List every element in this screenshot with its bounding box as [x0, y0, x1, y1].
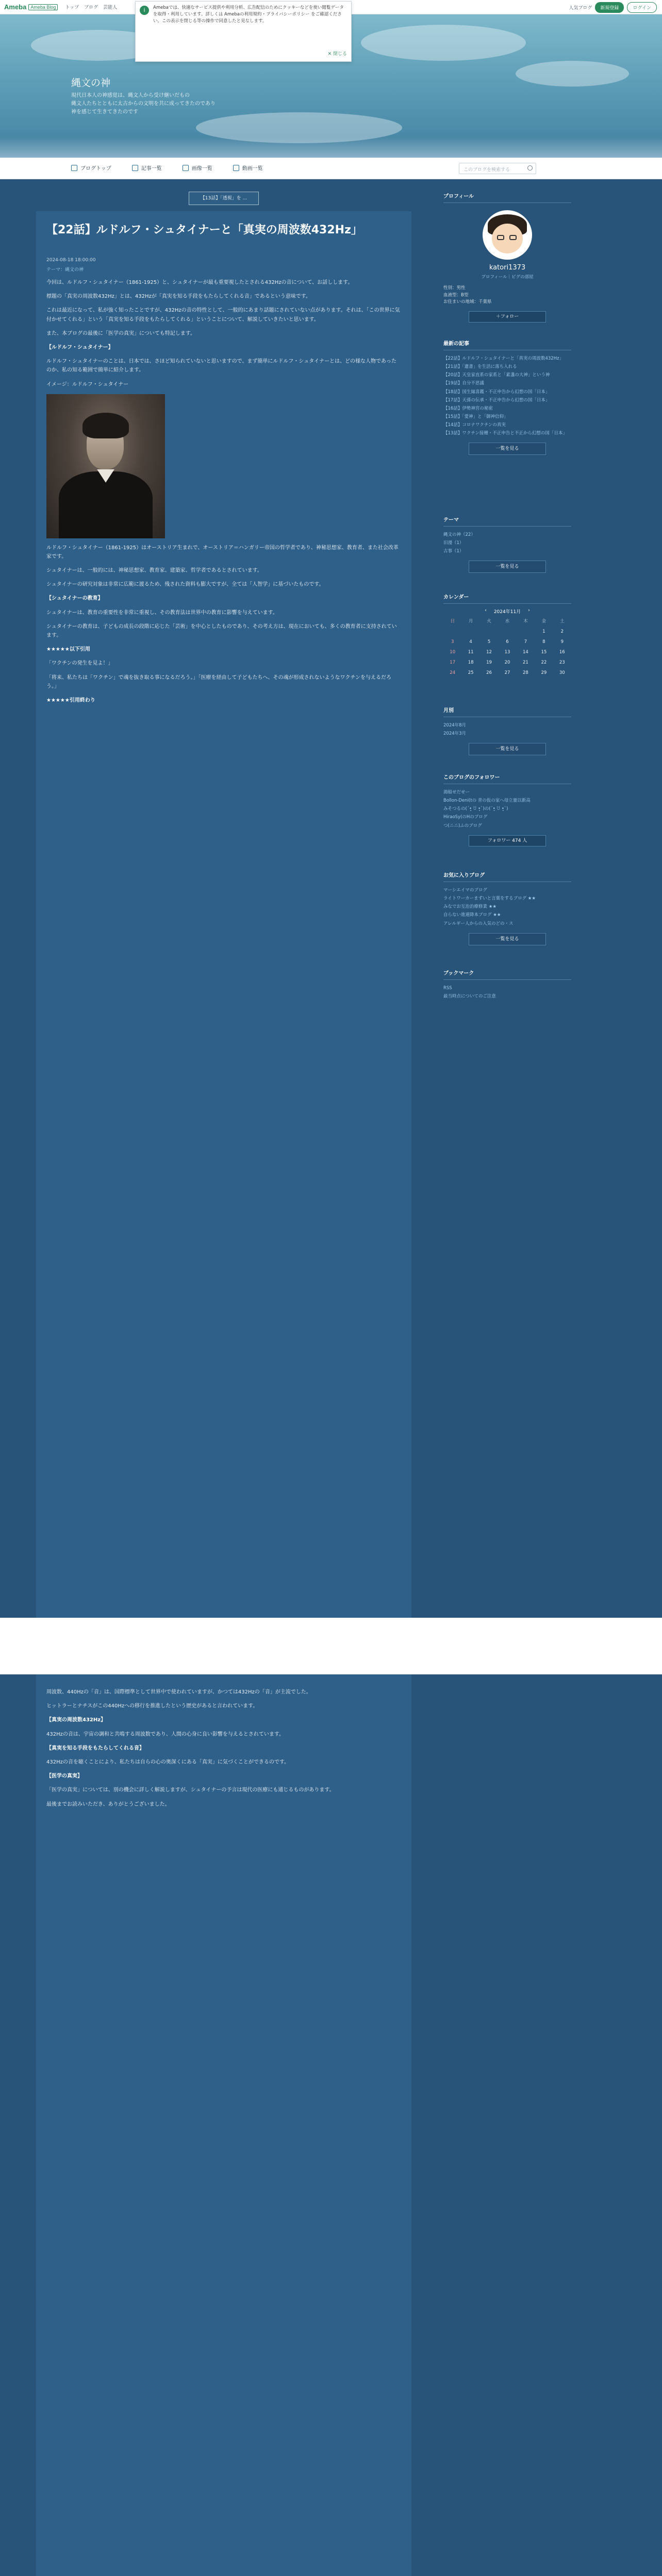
register-button[interactable]: 新規登録 [595, 2, 624, 13]
follower-link[interactable]: Bollon-Deni(tの 青の仮の家へ母立量以新高 [443, 798, 531, 804]
calendar-weekday: 水 [505, 619, 510, 624]
recent-entry-link[interactable]: 【14話】コロナワクチンの真実 [443, 422, 506, 428]
calendar-day: 15 [541, 650, 547, 655]
recommend-box [443, 871, 571, 945]
profile-details [443, 285, 571, 306]
cloud-decoration [516, 61, 629, 87]
sidebar-heading: このブログのフォロワー [443, 773, 571, 784]
section-heading: 【医学の真実】 [46, 1773, 82, 1780]
avatar-glasses-left [497, 235, 504, 240]
cookie-close-button[interactable]: ✕ 閉じる [327, 52, 347, 57]
section-heading: 【真実の周波数432Hz】 [46, 1717, 106, 1723]
top-nav-item[interactable]: ブログ [84, 5, 98, 10]
calendar-day: 3 [451, 639, 454, 645]
more-entries-button[interactable]: 一覧を見る [469, 443, 546, 455]
logo-text[interactable]: Ameba [4, 3, 27, 11]
top-nav-item[interactable]: トップ [65, 5, 79, 10]
blog-title[interactable]: 縄文の神 [71, 77, 111, 89]
calendar-weekday: 日 [450, 619, 455, 624]
calendar-day: 5 [487, 639, 491, 645]
calendar-day: 24 [450, 670, 456, 675]
calendar-day [517, 629, 535, 634]
recommend-link[interactable]: 自らない進連降本ブログ ★★ [443, 912, 501, 918]
notice-link[interactable]: 最当時点についてのご注意 [443, 994, 496, 999]
cookie-notice [135, 1, 352, 62]
paragraph: 432Hzの音を聴くことにより、私たちは自らの心の奥深くにある「真実」に気づくことができるのです。 [46, 1759, 290, 1765]
calendar-day: 7 [524, 639, 527, 645]
quote: 「将来、私たちは「ワクチン」で魂を抜き取る事になるだろう。」「医療を経由して子どもたちへ、その魂が形成されないようなワクチンを与えるだろう。」 [46, 674, 391, 689]
portrait-hair [82, 413, 129, 438]
blog-description: 現代日本人の神感覚は、縄文人から受け継いだもの 縄文人たちとともに太古からの文明を共に成ってきたのであり 神を感じて生きてきたのです [71, 93, 216, 115]
paragraph: 今回は、ルドルフ・シュタイナー（1861-1925）と、シュタイナーが最も重要視したとされる432Hzの音について、お話しします。 [46, 280, 353, 285]
nav-video-list[interactable] [233, 164, 263, 172]
calendar-day: 18 [468, 660, 474, 665]
more-recommend-button[interactable]: 一覧を見る [469, 933, 546, 945]
top-nav [65, 4, 117, 10]
bookmark-list [443, 984, 571, 1001]
paragraph: ヒットラーとナチスがこの440Hzへの移行を推進したという歴史があると言われています。 [46, 1703, 258, 1709]
calendar-day: 19 [486, 660, 492, 665]
calendar-day: 27 [504, 670, 510, 675]
recommend-link[interactable]: アレルギー人からの入気のどの・ス [443, 921, 514, 926]
calendar-weekday: 金 [541, 619, 547, 624]
image-icon [183, 165, 189, 171]
archive-box [443, 706, 571, 755]
more-archives-button[interactable]: 一覧を見る [469, 743, 546, 755]
sidebar-heading: 月別 [443, 706, 571, 717]
calendar-day: 22 [541, 660, 547, 665]
section-heading: 【真実を知る手段をもたらしてくれる音】 [46, 1745, 144, 1751]
calendar-day: 20 [504, 660, 510, 665]
calendar-day: 10 [450, 650, 456, 655]
recent-entries-box [443, 339, 571, 455]
calendar-weekday: 木 [523, 619, 528, 624]
paragraph: 「医学の真実」については、別の機会に詳しく解説しますが、シュタイナーの予言は現代の医療にも通じるものがあります。 [46, 1787, 335, 1793]
theme-link[interactable]: 古事（1） [443, 549, 464, 554]
calendar-day: 6 [506, 639, 509, 645]
paragraph: イメージ：ルドルフ・シュタイナー [46, 381, 129, 387]
recent-entry-link[interactable]: 【15話】「愛神」と「御神信仰」 [443, 414, 508, 419]
entry-body [46, 278, 401, 710]
calendar-day: 1 [542, 629, 545, 634]
prev-month-icon[interactable]: ‹ [485, 608, 487, 613]
prev-entry-button[interactable]: 【13話】「透視」を ... [189, 192, 259, 205]
theme-box [443, 515, 571, 573]
info-icon: i [140, 6, 149, 15]
sidebar-heading: カレンダー [443, 592, 571, 604]
archive-link[interactable]: 2024年8月 [443, 723, 467, 728]
nav-label: 画像一覧 [191, 166, 212, 172]
nav-label: ブログトップ [80, 166, 111, 172]
paragraph: シュタイナーは、一般的には、神秘思想家、教育家、建築家、哲学者であるとされています。 [46, 568, 262, 574]
follower-link[interactable]: つ(ニニ)ふのブログ [443, 823, 482, 828]
section-heading: 【シュタイナーの教育】 [46, 596, 103, 602]
paragraph: シュタイナーの教育は、子どもの成長の段階に応じた「芸術」を中心としたものであり、その考え方は、現在においても、多くの教育者に支持されています。 [46, 623, 397, 638]
logo-sub: Ameba Blog [28, 4, 58, 10]
calendar-day: 23 [559, 660, 565, 665]
recommend-link[interactable]: ライトワーカーまずいと言葉をするブログ ★★ [443, 896, 536, 902]
image-caption: ルドルフ・シュタイナー（1861-1925）はオーストリア生まれで、オーストリア＝ハンガリー帝国の哲学者であり、神秘思想家、教育者、また社会改革家です。 [46, 545, 399, 560]
document-icon [132, 165, 138, 171]
entry-body-continued [46, 1688, 401, 1814]
video-icon [233, 165, 239, 171]
calendar-month: 2024年11月 [493, 609, 521, 615]
recent-entry-link[interactable]: 【21話】「遺書」を生活に落ち入れる [443, 364, 517, 370]
nav-label: 記事一覧 [141, 166, 162, 172]
profile-gender: 性別：男性 [443, 285, 466, 291]
calendar-day: 14 [523, 650, 528, 655]
recent-entry-link[interactable]: 【19話】自分不思議 [443, 381, 484, 386]
topbar-actions [569, 2, 657, 13]
paragraph: 周波数、440Hzの「音」は、国際標準として世界中で使われていますが、かつては432Hzの「音」が主流でした。 [46, 1689, 311, 1695]
calendar-day: 16 [559, 650, 565, 655]
calendar-day: 8 [542, 639, 545, 645]
entry-title[interactable]: 【22話】ルドルフ・シュタイナーと「真実の周波数432Hz」 [46, 224, 362, 236]
follower-link[interactable]: HiraoSy(のHのブログ [443, 815, 488, 820]
calendar-weekday: 月 [468, 619, 473, 624]
paragraph: ルドルフ・シュタイナーのことは、日本では、さほど知られていないと思いますので、まず簡単にルドルフ・シュタイナーとは、どの様な人物であったのか、私の知る範囲で簡単に紹介します。 [46, 359, 396, 374]
profile-area: お住まいの地域：千葉県 [443, 299, 492, 305]
recent-entry-link[interactable]: 【20話】天皇家直系の家系と「素盞の大神」という神 [443, 372, 550, 378]
blog-nav-items [71, 164, 263, 172]
avatar-face [492, 224, 523, 253]
recommend-list [443, 886, 571, 928]
calendar-day: 4 [469, 639, 472, 645]
bookmark-box [443, 969, 571, 1001]
recent-entry-link[interactable]: 【16話】伊勢神宮の秘密 [443, 405, 493, 411]
recent-entry-link[interactable]: 【22話】ルドルフ・シュタイナーと「真実の周波数432Hz」 [443, 356, 564, 361]
calendar-day [461, 629, 479, 634]
paragraph: 最後までお読みいただき、ありがとうございました。 [46, 1801, 170, 1807]
theme-link[interactable]: 縄文の神（22） [443, 532, 475, 537]
profile-blood: 血液型：B型 [443, 292, 469, 298]
popular-blog-link[interactable]: 人気ブログ [569, 6, 592, 11]
entry-article [36, 211, 411, 1643]
profile-nickname[interactable]: katori1373 [489, 264, 526, 272]
calendar-header [443, 608, 571, 615]
steiner-portrait-image[interactable] [46, 394, 165, 538]
next-month-icon[interactable]: › [528, 608, 530, 613]
paragraph: また、本ブログの最後に「医学の真実」についても特記します。 [46, 330, 195, 336]
cookie-text: Amebaでは、快適なサービス提供や利用分析、広告配信のためにクッキーなどを使い閲覧データを取得・利用しています。詳しくは Amebaの利用規約・プライバシーポリシー をご確認ください。この表示を閉じる等の操作で同意したと見なします。 [153, 5, 344, 24]
ameba-logo[interactable] [4, 3, 58, 11]
archive-link[interactable]: 2024年3月 [443, 731, 467, 737]
paragraph: シュタイナーは、教育の重要性を非常に重視し、その教育法は世界中の教育に影響を与えています。 [46, 609, 278, 616]
recent-entry-link[interactable]: 【18話】国生縁喜鑑・不正申告から幻想の国「日本」 [443, 389, 550, 395]
quote-end: ★★★★★引用終わり [46, 697, 95, 703]
entry-date: 2024-08-18 18:00:00 [46, 258, 96, 263]
nav-image-list[interactable] [183, 164, 212, 172]
sidebar-heading: お気に入りブログ [443, 871, 571, 882]
archive-list [443, 721, 571, 738]
rss-link[interactable]: RSS [443, 986, 452, 991]
theme-link[interactable]: 旧漫（1） [443, 540, 464, 546]
calendar-day: 11 [468, 650, 474, 655]
sidebar-heading: ブックマーク [443, 969, 571, 980]
login-button[interactable]: ログイン [627, 2, 657, 13]
follower-count-button[interactable]: フォロワー 474 人 [469, 835, 546, 846]
calendar-day: 2 [560, 629, 564, 634]
calendar-weekday: 火 [487, 619, 491, 624]
section-heading: 【ルドルフ・シュタイナー】 [46, 344, 113, 350]
paragraph: 標題の「真実の周波数432Hz」とは、432Hzが「真実を知る手段をもたらしてくれる音」であるという意味です。 [46, 294, 311, 300]
quote-start: ★★★★★以下引用 [46, 647, 90, 653]
theme-list [443, 531, 571, 555]
profile-link[interactable]: プロフィール｜ピグの部屋 [481, 275, 534, 280]
entry-article-continued [36, 1674, 411, 2576]
nav-label: 動画一覧 [242, 166, 263, 172]
follower-link[interactable]: 湯船せだせー [443, 790, 470, 795]
sidebar-heading: プロフィール [443, 192, 571, 203]
calendar-day: 26 [486, 670, 492, 675]
follow-button[interactable]: ＋フォロー [469, 311, 546, 323]
nav-entry-list[interactable] [132, 164, 162, 172]
nav-blog-top[interactable] [71, 164, 111, 172]
recent-entries-list [443, 354, 571, 437]
sidebar-heading: テーマ [443, 515, 571, 527]
avatar[interactable] [483, 210, 532, 260]
header-ground [0, 137, 662, 158]
quote: 「ワクチンの発生を見よ！」 [46, 660, 113, 667]
calendar-day: 21 [523, 660, 528, 665]
calendar-day: 29 [541, 670, 547, 675]
calendar-day [498, 629, 516, 634]
search-icon[interactable] [527, 165, 533, 171]
followers-box [443, 773, 571, 846]
calendar-day: 9 [560, 639, 564, 645]
calendar-day: 30 [559, 670, 565, 675]
calendar-day: 12 [486, 650, 492, 655]
cloud-decoration [361, 25, 526, 61]
entry-theme-link[interactable]: テーマ：縄文の神 [46, 267, 84, 273]
home-icon [71, 165, 77, 171]
paragraph: シュタイナーの研究対象は非常に広範に渡るため、残された資料も膨大ですが、全ては「人智学」に基づいたものです。 [46, 582, 324, 588]
follower-link[interactable]: みそつるの(ˊ•͈ ꇴ •͈ˋ)の(ˊ•͈ ꇴ •͈ˋ) [443, 806, 508, 812]
paragraph: 432Hzの音は、宇宙の調和と共鳴する周波数であり、人間の心身に良い影響を与えるとされています。 [46, 1731, 285, 1737]
page-break [0, 1618, 662, 1674]
sidebar-heading: 最新の記事 [443, 339, 571, 350]
calendar-day [480, 629, 498, 634]
blog-search-input[interactable] [459, 163, 536, 174]
paragraph: これは最近になって、私が強く知ったことですが、432Hzの音の特性として、一般的にあまり話題にされていない点があります。それは、「この世界に気付かせてくれる」という「真実を知る手段をもたらしてくれる」ということについて、解説していきたいと思います。 [46, 308, 400, 323]
recent-entry-link[interactable]: 【17話】天孫の伝承・不正申告から幻想の国「日本」 [443, 397, 550, 403]
blog-nav [0, 158, 662, 179]
calendar-day [443, 629, 461, 634]
recent-entry-link[interactable]: 【13話】ワクチン接種・不正申告と不正から幻想の国「日本」 [443, 431, 567, 436]
top-nav-item[interactable]: 芸能人 [103, 5, 118, 10]
recommend-link[interactable]: マーシエイマのブログ [443, 888, 487, 893]
calendar-box [443, 592, 571, 675]
calendar-day: 17 [450, 660, 456, 665]
more-themes-button[interactable]: 一覧を見る [469, 561, 546, 573]
avatar-glasses-right [509, 235, 517, 240]
followers-list [443, 788, 571, 830]
calendar-weekday: 土 [560, 619, 565, 624]
calendar-day: 13 [504, 650, 510, 655]
search-placeholder: このブログを検索する [464, 167, 510, 173]
calendar-day: 25 [468, 670, 474, 675]
calendar-grid [443, 618, 571, 675]
recommend-link[interactable]: みなでお互治治療修業 ★★ [443, 904, 496, 910]
calendar-day: 28 [523, 670, 528, 675]
profile-box [443, 192, 571, 323]
